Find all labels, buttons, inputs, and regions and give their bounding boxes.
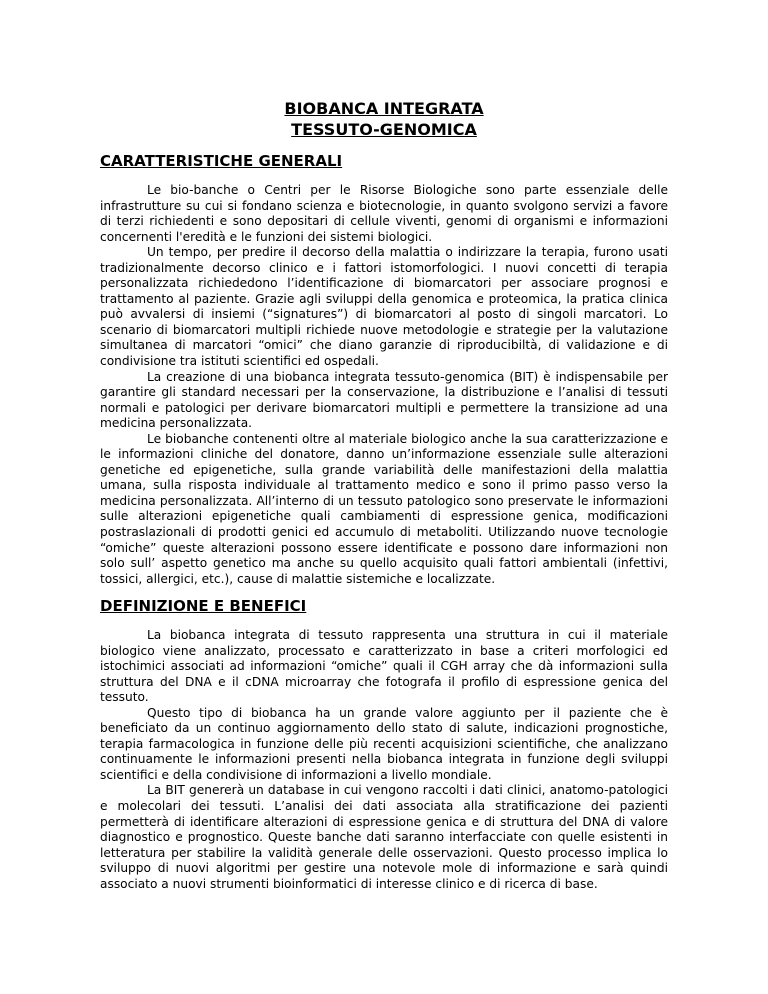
title-line-2: TESSUTO-GENOMICA [291,120,477,139]
paragraph: La creazione di una biobanca integrata tessuto-genomica (BIT) è indispensabile per garantire gli standard necessari per la conservazione, la distribuzione e l’analisi di tessuti normali e patologici per derivare biomarcatori multipli e permettere la transizione ad una medicina personalizzata. [100,369,668,431]
paragraph: La BIT genererà un database in cui vengono raccolti i dati clinici, anatomo-patologici e molecolari dei tessuti. L’analisi dei dati associata alla stratificazione dei pazienti permetterà di identificare alterazioni di espressione genica e di struttura del DNA di valore diagnostico e prognostico. Queste banche dati saranno interfacciate con quelle esistenti in letteratura per stabilire la validità generale delle osservazioni. Questo processo implica lo sviluppo di nuovi algoritmi per gestire una notevole mole di informazione e sarà quindi associato a nuovi strumenti bioinformatici di interesse clinico e di ricerca di base. [100,783,668,891]
section-body-definizione [100,628,668,892]
paragraph: Questo tipo di biobanca ha un grande valore aggiunto per il paziente che è beneficiato da un continuo aggiornamento dello stato di salute, indicazioni prognostiche, terapia farmacologica in funzione delle più recenti acquisizioni scientifiche, che analizzano continuamente le informazioni presenti nella biobanca integrata in funzione degli sviluppi scientifici e della condivisione di informazioni a livello mondiale. [100,705,668,782]
document-title [0,98,768,140]
paragraph: Le biobanche contenenti oltre al materiale biologico anche la sua caratterizzazione e le informazioni cliniche del donatore, danno un’informazione essenziale sulle alterazioni genetiche ed epigenetiche, sulla grande variabilità delle manifestazioni della malattia umana, sulla risposta individuale al trattamento medico e sono il primo passo verso la medicina personalizzata. All’interno di un tessuto patologico sono preservate le informazioni sulle alterazioni epigenetiche quali cambiamenti di espressione genica, modificazioni postraslazionali di prodotti genici ed accumulo di metaboliti. Utilizzando nuove tecnologie “omiche” queste alterazioni possono essere identificate e possono dare informazioni non solo sull’ aspetto genetico ma anche su quello acquisito quali fattori ambientali (infettivi, tossici, allergici, etc.), cause di malattie sistemiche e localizzate. [100,431,668,586]
section-heading-caratteristiche: CARATTERISTICHE GENERALI [100,152,343,170]
paragraph: Un tempo, per predire il decorso della malattia o indirizzare la terapia, furono usati tradizionalmente decorso clinico e i fattori istomorfologici. I nuovi concetti di terapia personalizzata richiededono l’identificazione di biomarcatori per associare prognosi e trattamento al paziente. Grazie agli sviluppi della genomica e proteomica, la pratica clinica può avvalersi di insiemi (“signatures”) di biomarcatori al posto di singoli marcatori. Lo scenario di biomarcatori multipli richiede nuove metodologie e strategie per la valutazione simultanea di marcatori “omici” che diano garanzie di riproducibiltà, di validazione e di condivisione tra istituti scientifici ed ospedali. [100,245,668,369]
paragraph: La biobanca integrata di tessuto rappresenta una struttura in cui il materiale biologico viene analizzato, processato e caratterizzato in base a criteri morfologici ed istochimici associati ad informazioni “omiche” quali il CGH array che dà informazioni sulla struttura del DNA e il cDNA microarray che fotografa il profilo di espressione genica del tessuto. [100,628,668,705]
section-heading-definizione: DEFINIZIONE E BENEFICI [100,597,307,615]
paragraph: Le bio-banche o Centri per le Risorse Biologiche sono parte essenziale delle infrastrutture su cui si fondano scienza e biotecnologie, in quanto svolgono servizi a favore di terzi richiedenti e sono depositari di cellule viventi, genomi di organismi e informazioni concernenti l'eredità e le funzioni dei sistemi biologici. [100,183,668,244]
section-body-caratteristiche [100,183,668,587]
title-line-1: BIOBANCA INTEGRATA [284,99,484,118]
